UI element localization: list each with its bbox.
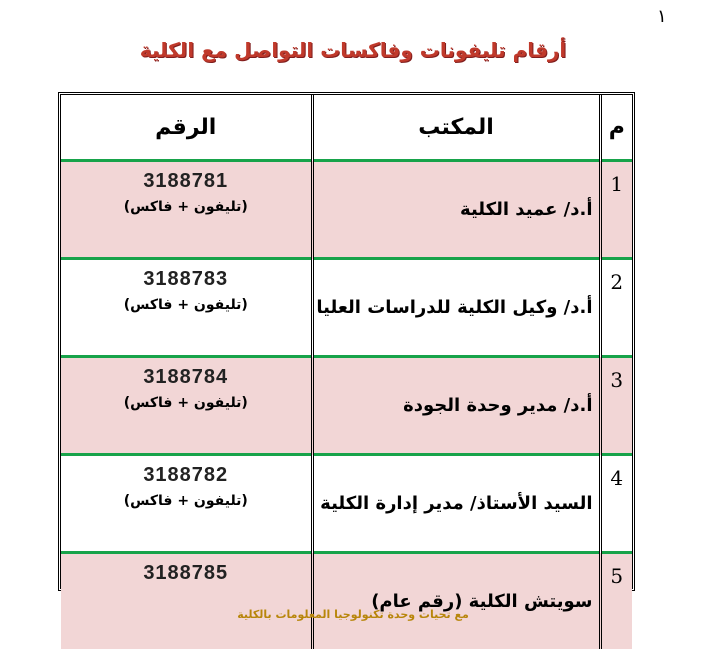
header-office: المكتب [312,95,600,161]
phone-number: 3188783 [61,268,311,291]
footer-credit: مع تحيات وحدة تكنولوجيا المعلومات بالكلية [0,608,706,621]
table-row [61,553,632,649]
phone-note: (تليفون + فاكس) [61,493,311,509]
table-row [61,259,632,357]
page-number: ١ [657,6,667,27]
table-row [61,357,632,455]
office-name: أ.د/ مدير وحدة الجودة [312,357,600,455]
office-name: السيد الأستاذ/ مدير إدارة الكلية [312,455,600,553]
header-m: م [600,95,632,161]
row-index: 5 [600,553,632,649]
number-cell [61,357,312,455]
contacts-table [61,95,632,649]
office-name: سويتش الكلية (رقم عام) [312,553,600,649]
phone-number: 3188782 [61,464,311,487]
phone-note: (تليفون + فاكس) [61,199,311,215]
table-row [61,455,632,553]
number-cell [61,455,312,553]
number-cell [61,259,312,357]
phone-note: (تليفون + فاكس) [61,297,311,313]
page-title: أرقام تليفونات وفاكسات التواصل مع الكلية [0,38,706,62]
number-cell [61,161,312,259]
number-cell [61,553,312,649]
table-header-row [61,95,632,161]
header-number: الرقم [61,95,312,161]
office-name: أ.د/ وكيل الكلية للدراسات العليا [312,259,600,357]
phone-note: (تليفون + فاكس) [61,395,311,411]
row-index: 3 [600,357,632,455]
phone-number: 3188781 [61,170,311,193]
row-index: 2 [600,259,632,357]
office-name: أ.د/ عميد الكلية [312,161,600,259]
row-index: 1 [600,161,632,259]
row-index: 4 [600,455,632,553]
phone-number: 3188784 [61,366,311,389]
table-row [61,161,632,259]
phone-number: 3188785 [61,562,311,585]
contacts-table-frame [58,92,635,591]
